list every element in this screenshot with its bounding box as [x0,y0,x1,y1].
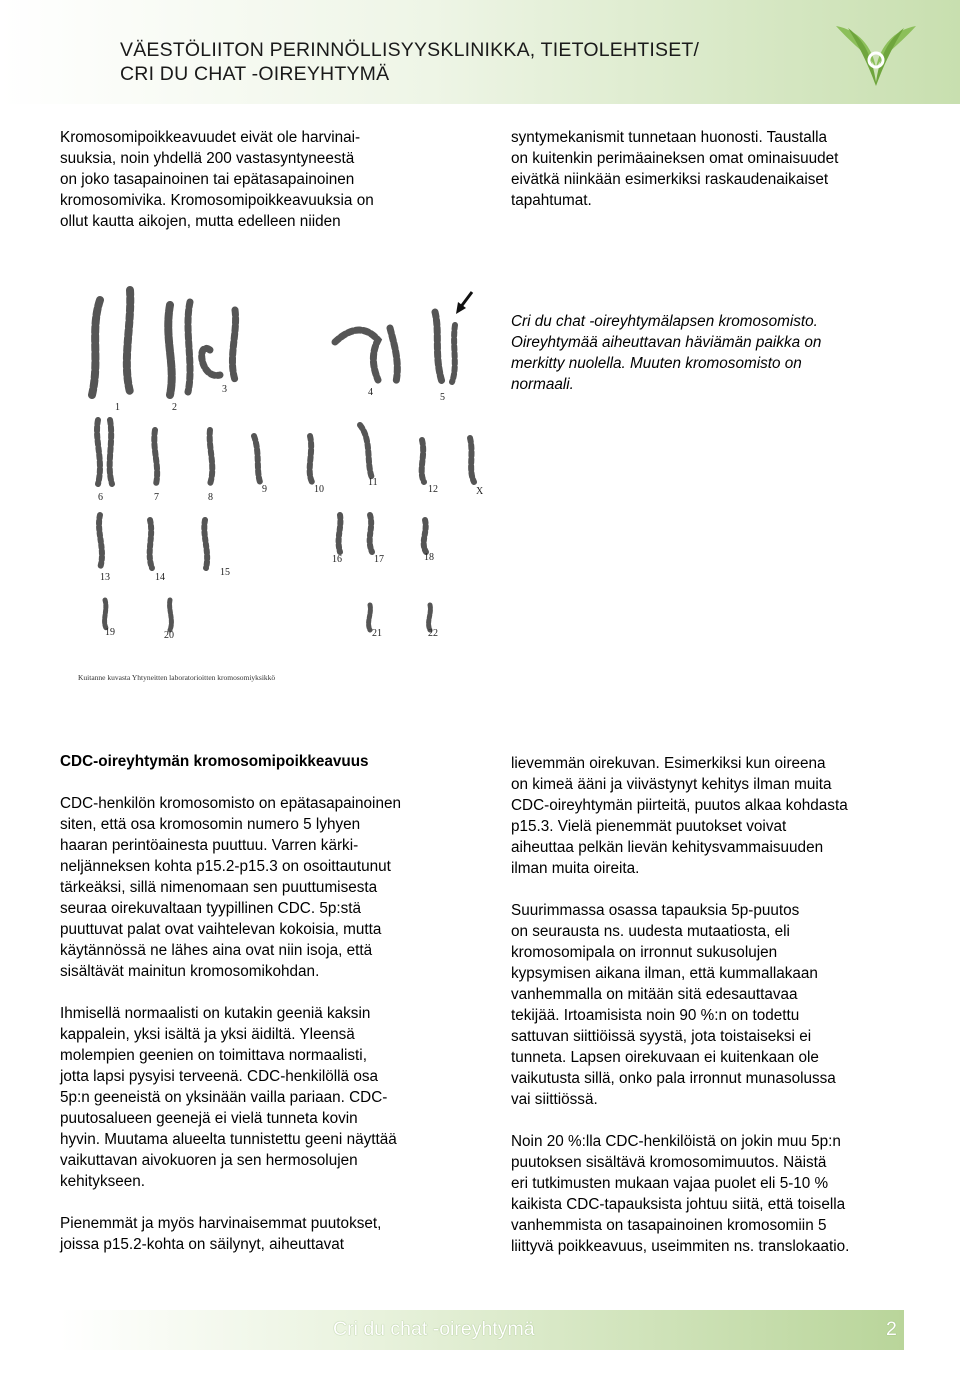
chromosome-label: 16 [332,554,342,565]
title-line-2: CRI DU CHAT -OIREYHTYMÄ [120,63,390,85]
footer-title: Cri du chat -oireyhtymä [333,1318,535,1340]
text-line: on kimeä ääni ja viivästynyt kehitys ilman muita [511,776,832,793]
text-line: haaran perintöainesta puuttuu. Varren kärki- [60,837,359,854]
text-line: Noin 20 %:lla CDC-henkilöistä on jokin muu 5p:n [511,1133,841,1150]
text-line: joissa p15.2-kohta on säilynyt, aiheuttavat [60,1236,345,1253]
chromosome-label: 20 [164,630,174,641]
chromosome-label: 21 [372,628,382,639]
text-line: on joko tasapainoinen tai epätasapainoinen [60,171,355,188]
chromosome-label: 5 [440,392,445,403]
chromosome-label: 13 [100,572,110,583]
chromosome-label: 22 [428,628,438,639]
section-heading: CDC-oireyhtymän kromosomipoikkeavuus [60,753,369,770]
text-line: tärkeäksi, sillä nimenomaan sen puuttumisesta [60,879,378,896]
chromosome-label: 15 [220,567,230,578]
chromosome-label: 2 [172,402,177,413]
text-line: käytännössä ne lähes aina ovat niin isoja, että [60,942,373,959]
chromosome-label: 8 [208,492,213,503]
text-line: ollut kautta aikojen, mutta edelleen niiden [60,213,341,230]
chromosome-label: 17 [374,554,384,565]
chromosome-label: 11 [368,477,378,488]
chromosome-label: 14 [155,572,165,583]
chromosome-label: 4 [368,387,373,398]
text-line: liittyvä poikkeavuus, useimmiten ns. translokaatio. [511,1238,850,1255]
caption-line: normaali. [511,376,574,393]
text-line: lievemmän oirekuvan. Esimerkiksi kun oireena [511,755,826,772]
text-line: molempien geenien on toimittava normaalisti, [60,1047,367,1064]
right-column [511,753,921,1257]
text-line: kehitykseen. [60,1173,146,1190]
karyotype-image [60,270,510,690]
chromosome-label: 12 [428,484,438,495]
vaestoliitto-logo-icon [828,20,924,90]
text-line: tapahtumat. [511,192,592,209]
text-line: vanhemmalla on mitään sitä edesauttavaa [511,986,798,1003]
text-line: kromosomivika. Kromosomipoikkeavuuksia on [60,192,374,209]
document-title [120,38,820,86]
text-line: on kuitenkin perimäaineksen omat ominaisuudet [511,150,839,167]
chromosome-label: 1 [115,402,120,413]
page-number: 2 [886,1318,897,1340]
text-line: Kromosomipoikkeavuudet eivät ole harvinai- [60,129,361,146]
text-line: Suurimmassa osassa tapauksia 5p-puutos [511,902,800,919]
text-line: siten, että osa kromosomin numero 5 lyhyen [60,816,361,833]
chromosome-label: 3 [222,384,227,395]
intro-left [60,127,450,232]
chromosome-label: X [476,486,484,497]
text-line: seuraa oirekuvaltaan tyypillinen CDC. 5p:stä [60,900,361,917]
text-line: puuttuvat palat ovat vaihtelevan kokoisia, mutta [60,921,382,938]
intro-right [511,127,911,211]
chromosome-label: 7 [154,492,159,503]
text-line: puutoksen sisältävä kromosomimuutos. Näistä [511,1154,827,1171]
left-column [60,751,470,1255]
text-line: puutosalueen geenejä ei vielä tunneta kovin [60,1110,358,1127]
text-line: syntymekanismit tunnetaan huonosti. Taustalla [511,129,828,146]
caption-line: merkitty nuolella. Muuten kromosomisto on [511,355,802,372]
paragraph [60,1003,470,1192]
text-line: kappalein, yksi isältä ja yksi äidiltä. Yleensä [60,1026,355,1043]
chromosome-label: 9 [262,484,267,495]
title-line-1: VÄESTÖLIITON PERINNÖLLISYYSKLINIKKA, TIETOLEHTISET/ [120,39,700,61]
text-line: 5p:n geeneistä on yksinään vailla pariaan. CDC- [60,1089,388,1106]
paragraph [511,1131,921,1257]
paragraph [60,793,470,982]
paragraph [511,753,921,879]
chromosome-label: 18 [424,552,434,563]
text-line: vai siittiössä. [511,1091,598,1108]
text-line: kaikista CDC-tapauksista johtuu siitä, että toisella [511,1196,846,1213]
text-line: vanhemmista on tasapainoinen kromosomiin 5 [511,1217,827,1234]
chromosome-label: 19 [105,627,115,638]
caption-line: Cri du chat -oireyhtymälapsen kromosomisto. [511,313,818,330]
chromosome-label: 6 [98,492,103,503]
text-line: eri tutkimusten mukaan vajaa puolet eli 5-10 % [511,1175,829,1192]
text-line: sisältävät mainitun kromosomikohdan. [60,963,320,980]
paragraph [60,1213,470,1255]
caption-line: Oireyhtymää aiheuttavan häviämän paikka on [511,334,822,351]
text-line: on seurausta ns. uudesta mutaatiosta, eli [511,923,790,940]
text-line: vaikutusta sillä, onko pala irronnut munasolussa [511,1070,836,1087]
text-line: sattuvan siittiöissä syystä, jota toistaiseksi ei [511,1028,812,1045]
text-line: CDC-oireyhtymän piirteitä, puutos alkaa kohdasta [511,797,848,814]
paragraph [511,900,921,1110]
text-line: vaikuttavan aivokuoren ja sen hermosolujen [60,1152,358,1169]
text-line: ilman muita oireita. [511,860,640,877]
text-line: p15.3. Vielä pienemmät puutokset voivat [511,818,787,835]
figure-caption [511,311,911,395]
figure-source-note: Kuitanne kuvasta Yhtyneitten laboratorioitten kromosomiyksikkö [78,673,276,682]
text-line: kromosomipala on irronnut sukusolujen [511,944,778,961]
text-line: tunneta. Lapsen oirekuvaan ei kuitenkaan ole [511,1049,819,1066]
text-line: Ihmisellä normaalisti on kutakin geeniä kaksin [60,1005,371,1022]
text-line: hyvin. Muutama alueelta tunnistettu geeni näyttää [60,1131,397,1148]
text-line: Pienemmät ja myös harvinaisemmat puutokset, [60,1215,382,1232]
text-line: eivätkä niinkään esimerkiksi raskaudenaikaiset [511,171,829,188]
text-line: suuksia, noin yhdellä 200 vastasyntyneestä [60,150,355,167]
text-line: tekijää. Irtoamisista noin 90 %:n on todettu [511,1007,800,1024]
text-line: aiheuttaa pelkän lievän kehitysvammaisuuden [511,839,824,856]
text-line: neljänneksen kohta p15.2-p15.3 on osoittautunut [60,858,391,875]
text-line: CDC-henkilön kromosomisto on epätasapainoinen [60,795,401,812]
chromosome-label: 10 [314,484,324,495]
text-line: jotta lapsi pysyisi terveenä. CDC-henkilöllä osa [60,1068,378,1085]
text-line: kypsymisen aikana ilman, että kummallakaan [511,965,818,982]
